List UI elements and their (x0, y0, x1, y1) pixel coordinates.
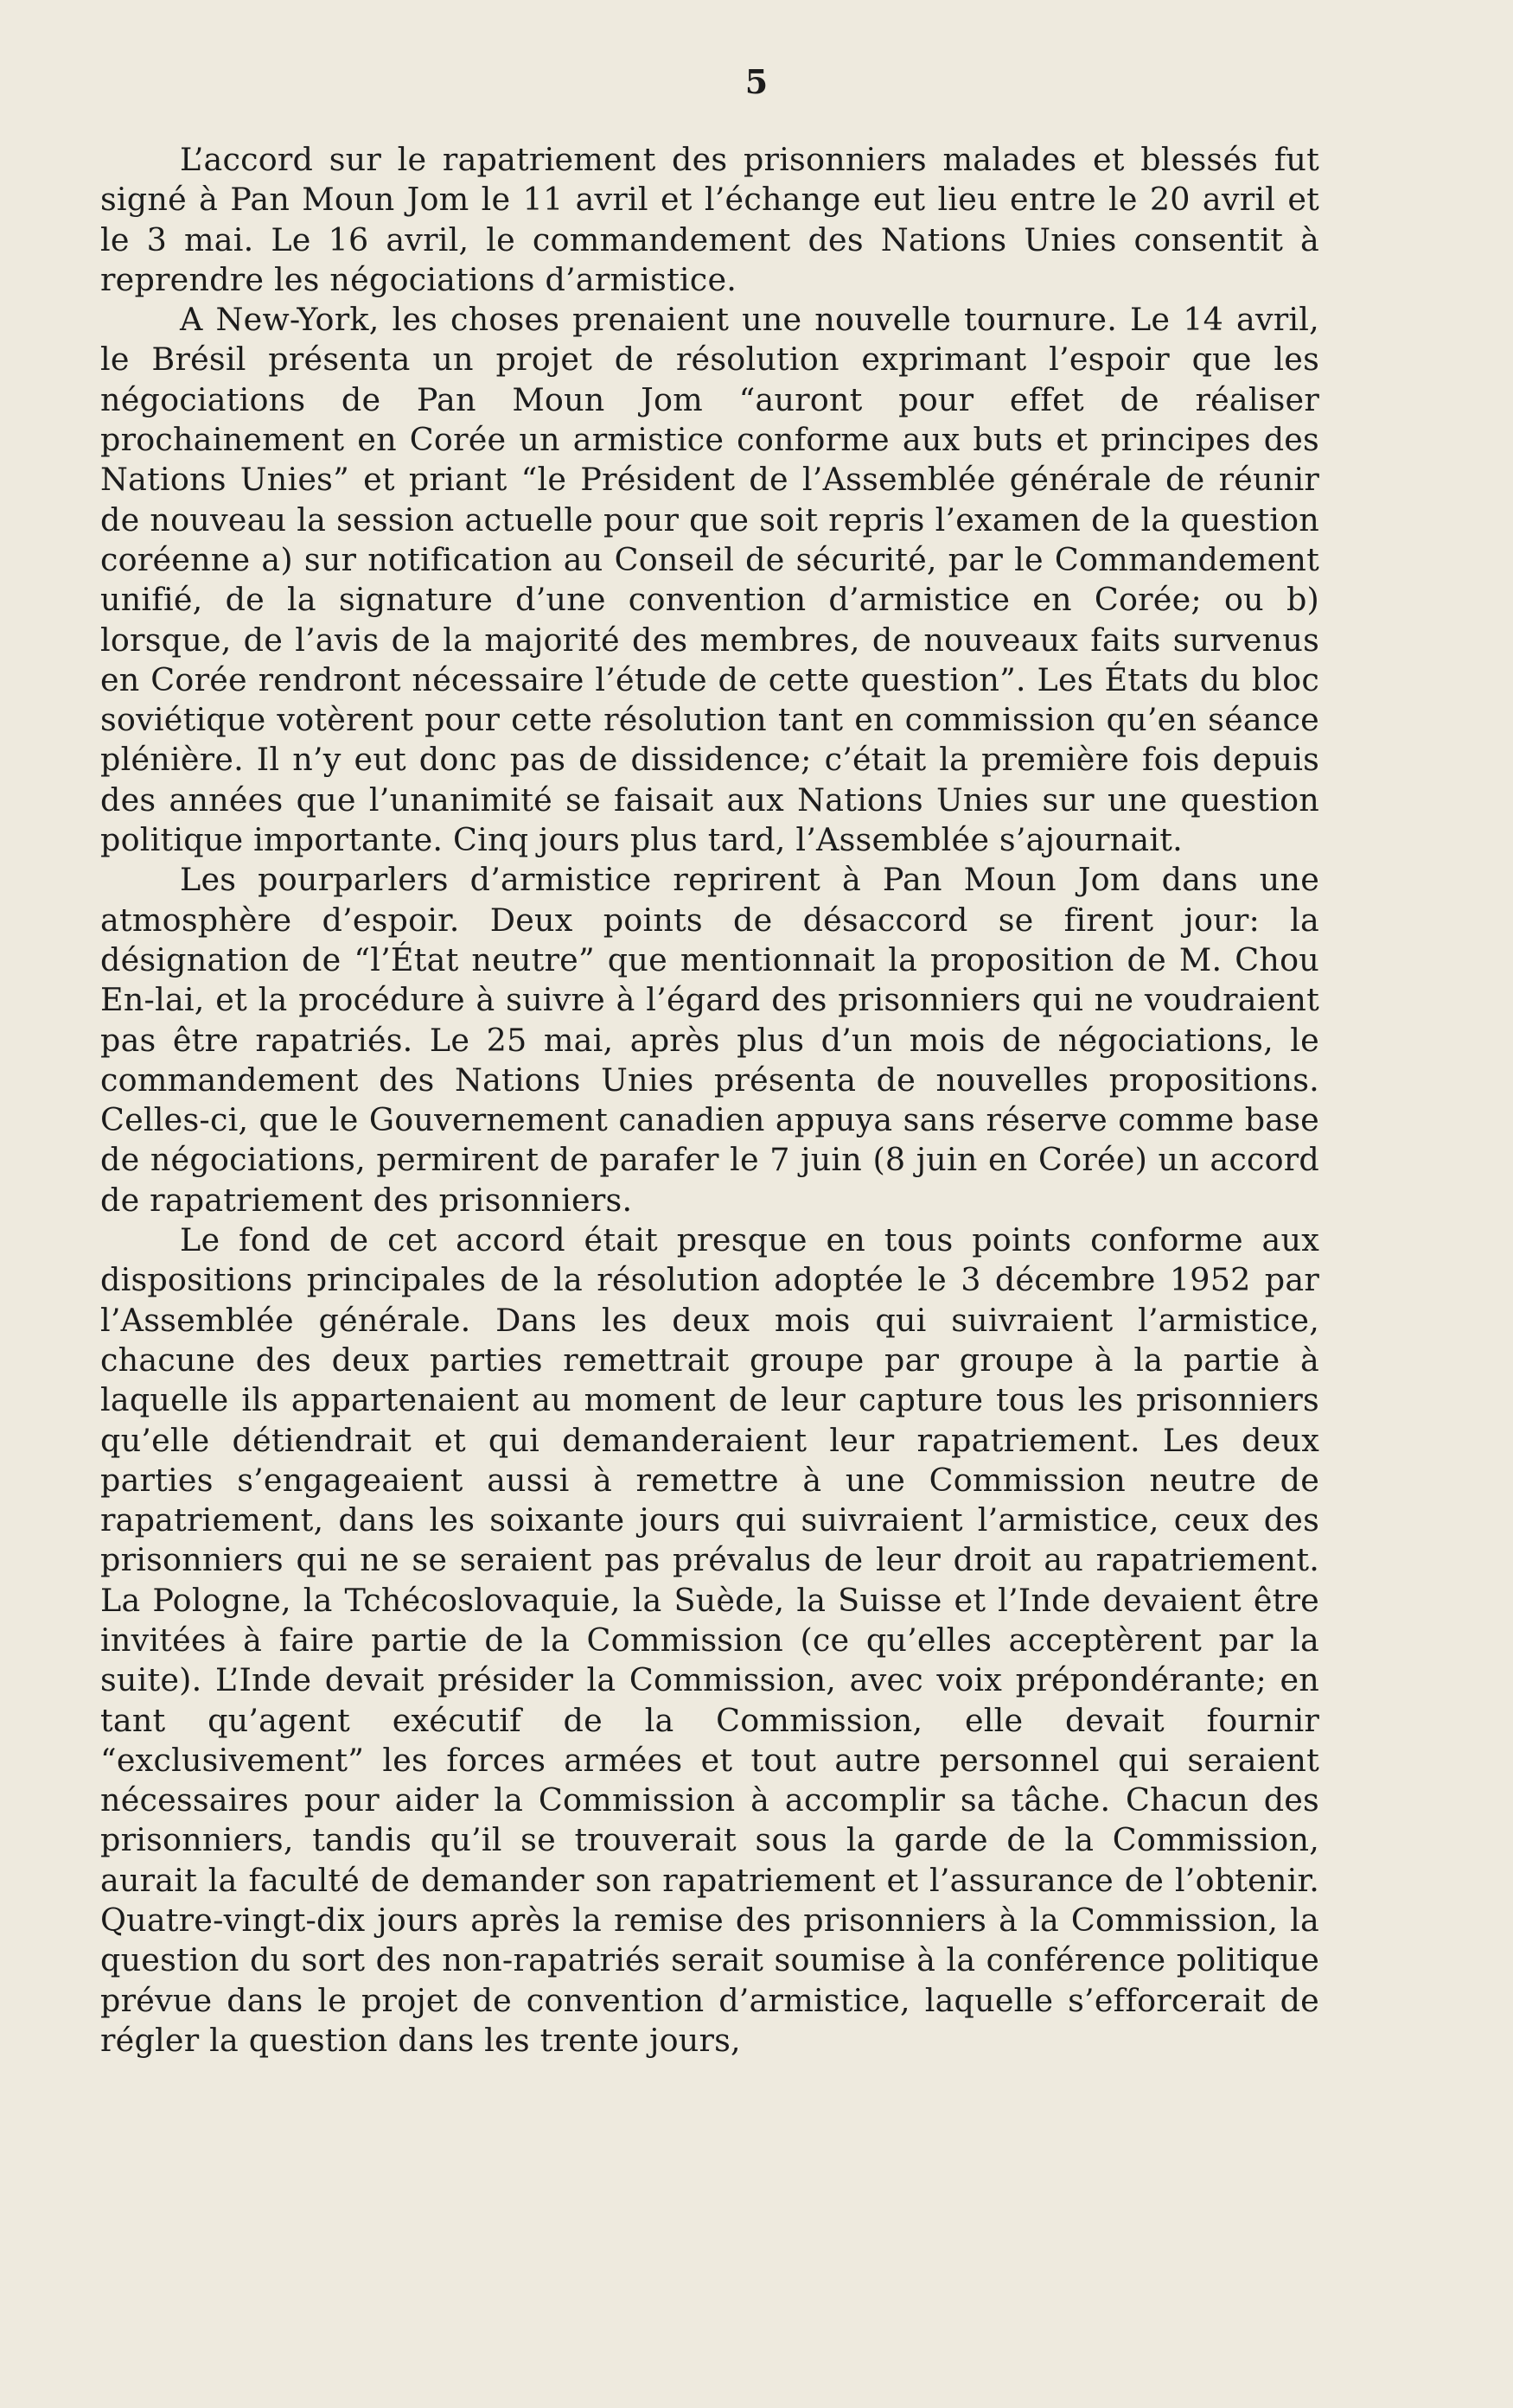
paragraph-new-york: A New-York, les choses prenaient une nouvelle tournure. Le 14 avril, le Brésil présenta un projet de résolution exprimant l’espoir que les négociations de Pan Moun Jom “auront pour effet de réaliser prochainement en Corée un armistice conforme aux buts et principes des Nations Unies” et priant “le Président de l’Assemblée générale de réunir de nouveau la session actuelle pour que soit repris l’examen de la question coréenne a) sur notification au Conseil de sécurité, par le Commandement unifié, de la signature d’une convention d’armistice en Corée; ou b) lorsque, de l’avis de la majorité des membres, de nouveaux faits survenus en Corée rendront nécessaire l’étude de cette question”. Les États du bloc soviétique votèrent pour cette résolution tant en commission qu’en séance plénière. Il n’y eut donc pas de dissidence; c’était la première fois depuis des années que l’unanimité se faisait aux Nations Unies sur une question politique importante. Cinq jours plus tard, l’Assemblée s’ajournait. (100, 301, 1319, 859)
body-text (100, 140, 1319, 2061)
paragraph-fond-accord: Le fond de cet accord était presque en tous points conforme aux dispositions principales de la résolution adoptée le 3 décembre 1952 par l’Assemblée générale. Dans les deux mois qui suivraient l’armistice, chacune des deux parties remettrait groupe par groupe à la partie à laquelle ils appartenaient au moment de leur capture tous les prisonniers qu’elle détiendrait et qui demanderaient leur rapatriement. Les deux parties s’engageaient aussi à remettre à une Commission neutre de rapatriement, dans les soixante jours qui suivraient l’armistice, ceux des prisonniers qui ne se seraient pas prévalus de leur droit au rapatriement. La Pologne, la Tchécoslovaquie, la Suède, la Suisse et l’Inde devaient être invitées à faire partie de la Commission (ce qu’elles acceptèrent par la suite). L’Inde devait présider la Commission, avec voix prépondérante; en tant qu’agent exécutif de la Commission, elle devait fournir “exclusivement” les forces armées et tout autre personnel qui seraient nécessaires pour aider la Commission à accomplir sa tâche. Chacun des prisonniers, tandis qu’il se trouverait sous la garde de la Commission, aurait la faculté de demander son rapatriement et l’assurance de l’obtenir. Quatre-vingt-dix jours après la remise des prisonniers à la Commission, la question du sort des non-rapatriés serait soumise à la conférence politique prévue dans le projet de convention d’armistice, laquelle s’efforcerait de régler la question dans les trente jours, (100, 1221, 1319, 2059)
paragraph-accord-rapatriement: L’accord sur le rapatriement des prisonniers malades et blessés fut signé à Pan Moun Jom le 11 avril et l’échange eut lieu entre le 20 avril et le 3 mai. Le 16 avril, le commandement des Nations Unies consentit à reprendre les négociations d’armistice. (100, 141, 1319, 298)
paragraph-pourparlers: Les pourparlers d’armistice reprirent à Pan Moun Jom dans une atmosphère d’espoir. Deux points de désaccord se firent jour: la désignation de “l’État neutre” que mentionnait la proposition de M. Chou En-lai, et la procédure à suivre à l’égard des prisonniers qui ne voudraient pas être rapatriés. Le 25 mai, après plus d’un mois de négociations, le commandement des Nations Unies présenta de nouvelles propositions. Celles-ci, que le Gouvernement canadien appuya sans réserve comme base de négociations, permirent de parafer le 7 juin (8 juin en Corée) un accord de rapatriement des prisonniers. (100, 861, 1319, 1219)
page-number: 5 (744, 62, 769, 101)
